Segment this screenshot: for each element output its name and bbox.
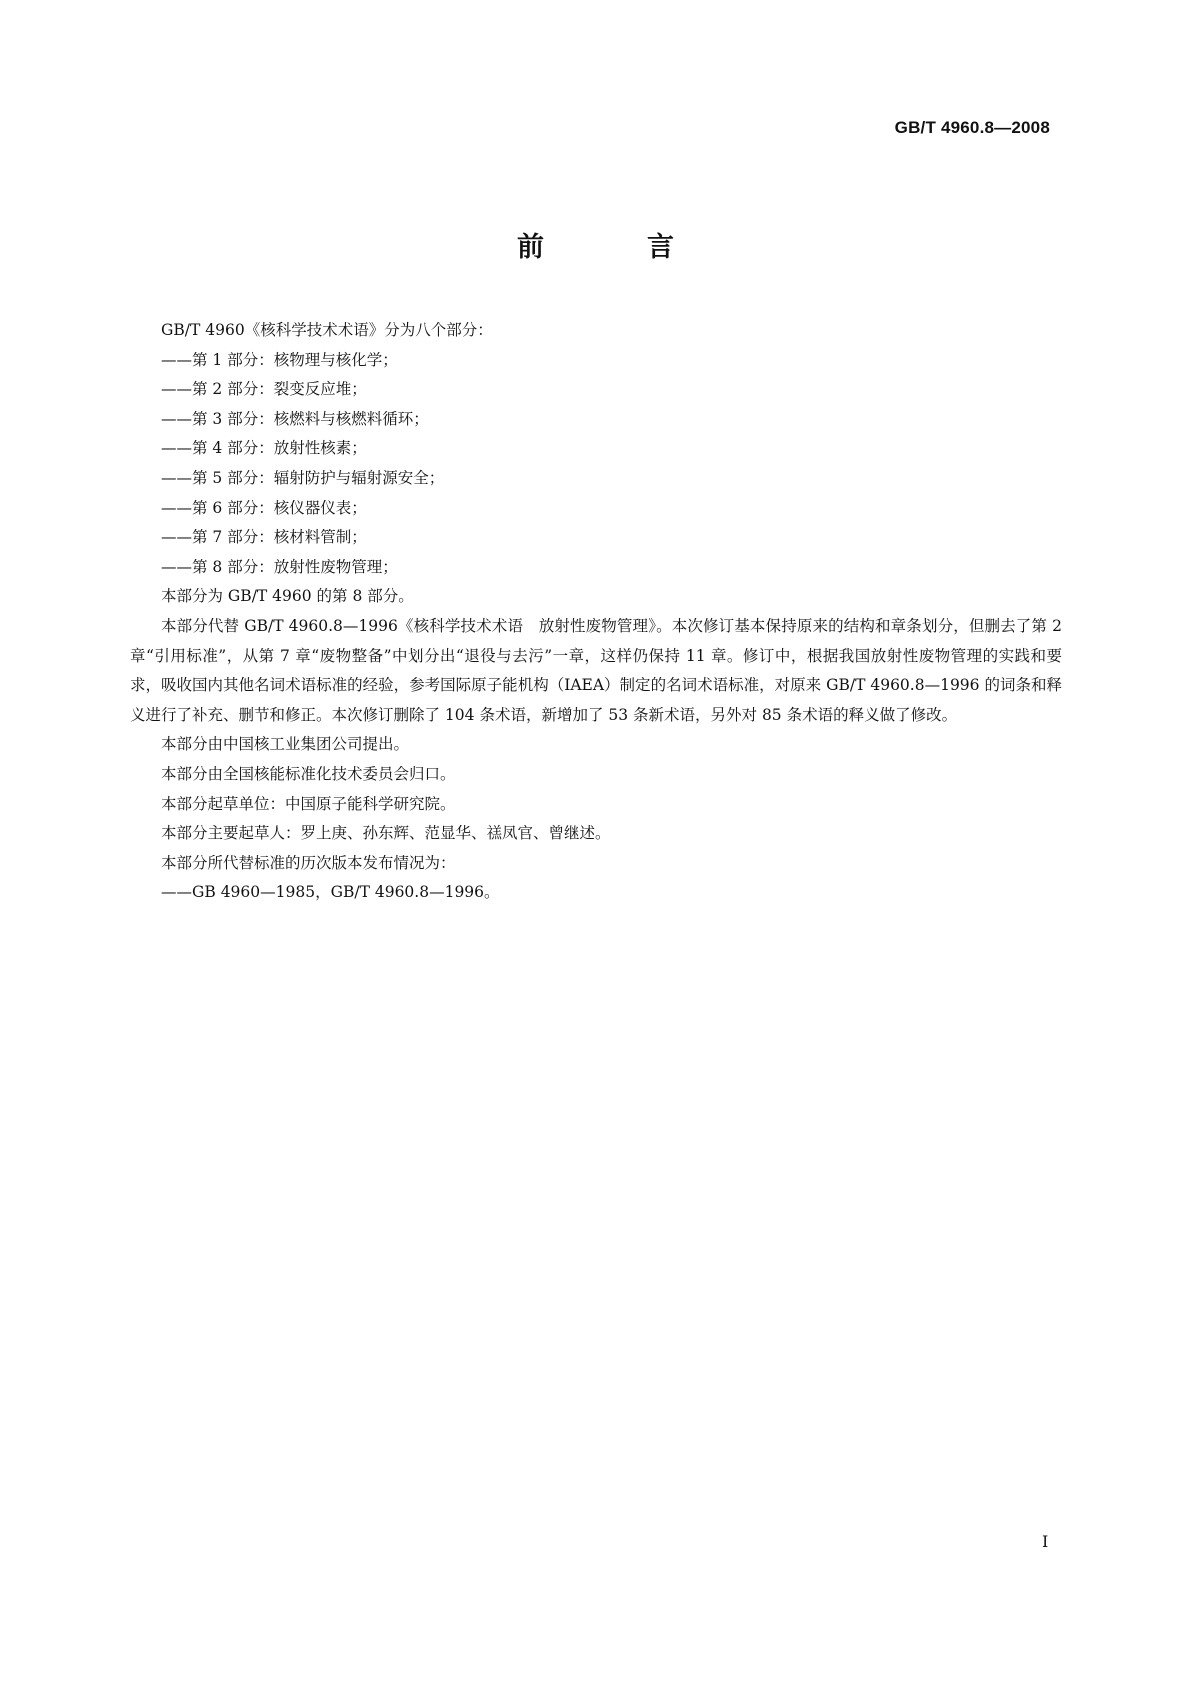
part-item-6: ——第 6 部分：核仪器仪表； xyxy=(161,498,367,517)
part-item-3: ——第 3 部分：核燃料与核燃料循环； xyxy=(161,409,429,428)
proposer-line: 本部分由中国核工业集团公司提出。 xyxy=(161,735,410,754)
part-item-2: ——第 2 部分：裂变反应堆； xyxy=(161,380,367,399)
part-item-4: ——第 4 部分：放射性核素； xyxy=(161,439,367,458)
page-title: 前 言 xyxy=(517,232,712,263)
drafters-line: 本部分主要起草人：罗上庚、孙东辉、范显华、禚凤官、曾继述。 xyxy=(161,824,611,843)
part-item-8: ——第 8 部分：放射性废物管理； xyxy=(161,557,398,576)
revision-paragraph: 本部分代替 GB/T 4960.8—1996《核科学技术术语 放射性废物管理》。本次修订基本保持原来的结构和章条划分，但删去了第 2 章“引用标准”，从第 7 章“废物整备”中划分出“退役与去污”一章，这样仍保持 11 章。修订中，根据我国放射性废物管理的实践和要求，吸收国内其他名词术语标准的经验，参考国际原子能机构（IAEA）制定的名词术语标准，对原来 GB/T 4960.8—1996 的词条和释义进行了补充、删节和修正。本次修订删除了 104 条术语，新增加了 53 条新术语，另外对 85 条术语的释义做了修改。 xyxy=(130,616,1062,724)
intro-line: GB/T 4960《核科学技术术语》分为八个部分： xyxy=(161,321,493,339)
page-number: I xyxy=(1042,1532,1049,1551)
standard-code: GB/T 4960.8—2008 xyxy=(894,118,1050,137)
part-item-7: ——第 7 部分：核材料管制； xyxy=(161,528,367,547)
foreword-body xyxy=(130,316,1062,908)
part-item-5: ——第 5 部分：辐射防护与辐射源安全； xyxy=(161,468,445,487)
history-intro-line: 本部分所代替标准的历次版本发布情况为： xyxy=(161,853,456,872)
drafting-unit-line: 本部分起草单位：中国原子能科学研究院。 xyxy=(161,794,456,813)
part-item-1: ——第 1 部分：核物理与核化学； xyxy=(161,350,398,369)
history-item: ——GB 4960—1985，GB/T 4960.8—1996。 xyxy=(161,883,500,902)
scope-statement: 本部分为 GB/T 4960 的第 8 部分。 xyxy=(161,587,414,606)
committee-line: 本部分由全国核能标准化技术委员会归口。 xyxy=(161,764,456,783)
